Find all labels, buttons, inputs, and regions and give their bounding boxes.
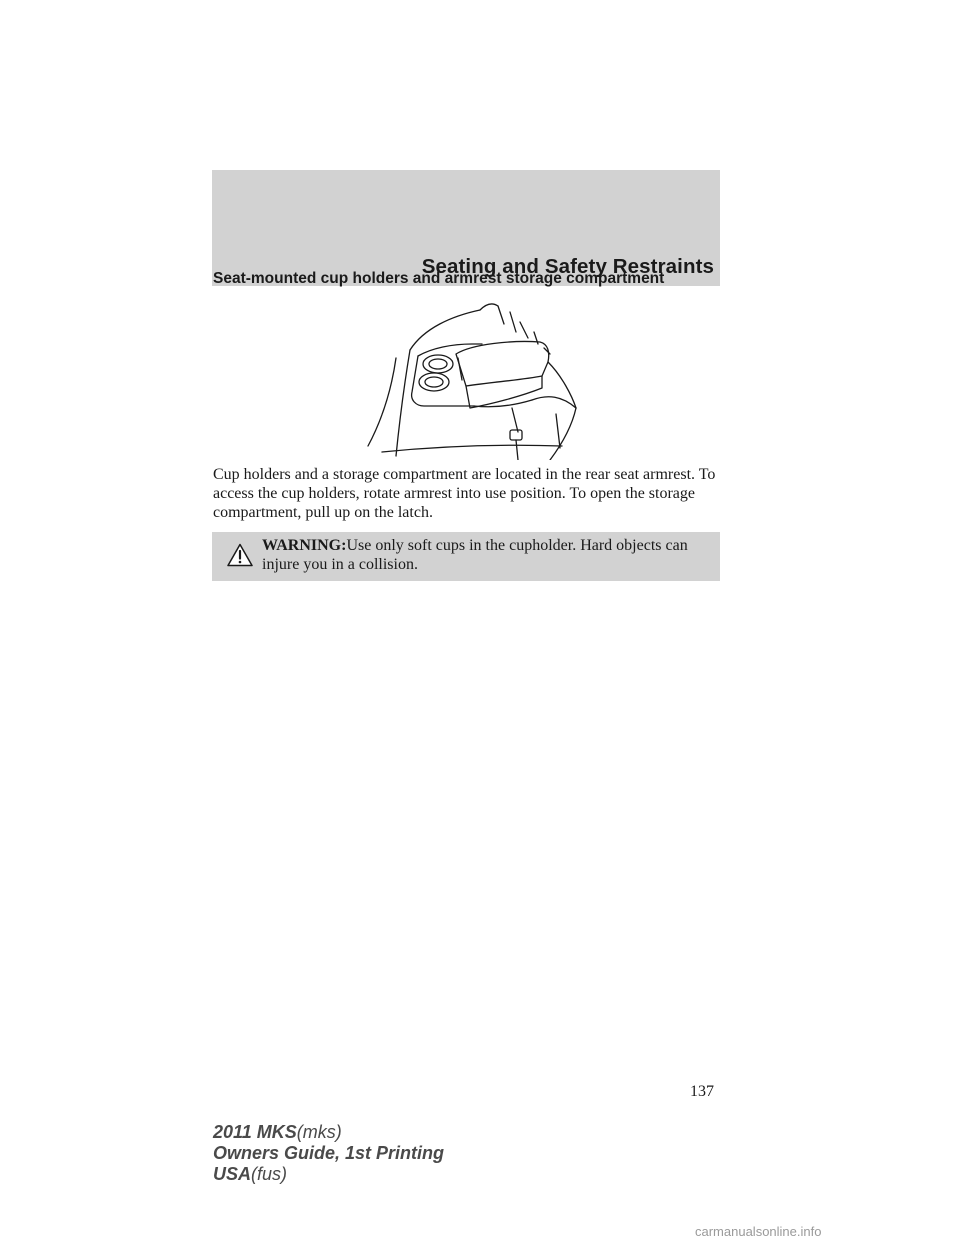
warning-text: [262, 536, 712, 574]
footer: [213, 1122, 444, 1185]
header-band: [212, 170, 720, 286]
page-number: 137: [690, 1083, 714, 1100]
warning-box: [212, 532, 720, 581]
footer-model-code: (mks): [296, 1122, 342, 1142]
footer-line-model: [213, 1122, 444, 1143]
footer-model: 2011 MKS: [213, 1122, 297, 1142]
armrest-cupholder-illustration: [362, 296, 584, 460]
section-title: Seating and Safety Restraints: [421, 255, 714, 278]
footer-guide: Owners Guide, 1st Printing: [213, 1143, 445, 1163]
body-paragraph: Cup holders and a storage compartment are located in the rear seat armrest. To access the cup holders, rotate armrest into use position. To open the storage compartment, pull up on the latch.: [213, 466, 716, 521]
footer-region: USA: [213, 1164, 252, 1184]
warning-body: Use only soft cups in the cupholder. Hard objects can injure you in a collision.: [262, 537, 688, 573]
footer-region-code: (fus): [251, 1164, 288, 1184]
watermark: carmanualsonline.info: [695, 1224, 822, 1239]
warning-triangle-icon: [227, 543, 253, 567]
subheading: Seat-mounted cup holders and armrest storage compartment: [213, 270, 665, 287]
warning-label: WARNING:: [262, 537, 347, 554]
footer-line-region: [213, 1164, 444, 1185]
footer-line-guide: [213, 1143, 444, 1164]
